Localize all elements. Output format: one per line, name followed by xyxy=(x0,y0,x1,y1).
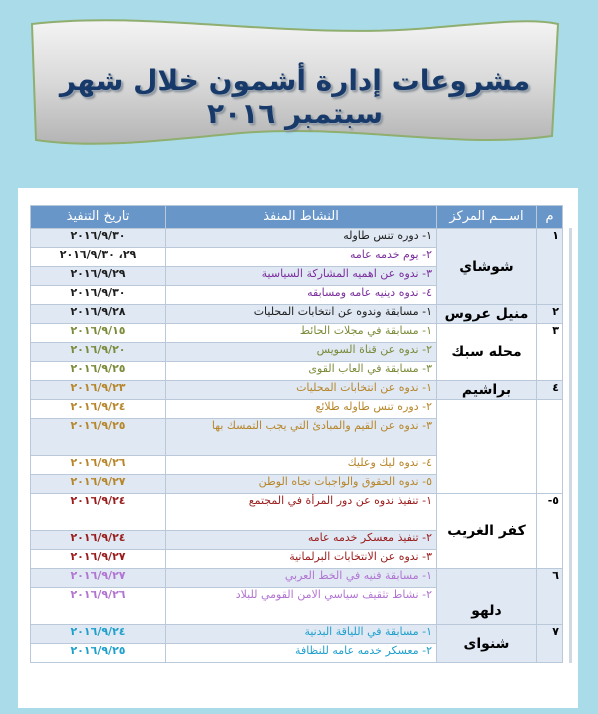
date-cell: ٢٠١٦/٩/٢٥ xyxy=(31,644,166,663)
date-cell: ٢٠١٦/٩/٢٠ xyxy=(31,343,166,362)
date-cell: ٢٠١٦/٩/٢٤ xyxy=(31,625,166,644)
center-name: براشيم xyxy=(437,381,537,400)
empty-cell xyxy=(537,400,563,494)
activity-cell: ١- مسابقة في اللياقة البدنية xyxy=(166,625,437,644)
page-title: مشروعات إدارة أشمون خلال شهر سبتمبر ٢٠١٦ xyxy=(59,64,531,130)
center-name: شوشاي xyxy=(437,229,537,305)
activity-cell: ١- مسابقة فنيه في الخط العربي xyxy=(166,569,437,588)
center-name: كفر الغريب xyxy=(437,494,537,569)
activities-table xyxy=(30,205,563,663)
date-cell: ٢٠١٦/٩/٢٨ xyxy=(31,305,166,324)
activity-cell: ٥- ندوه الحقوق والواجبات تجاه الوطن xyxy=(166,475,437,494)
activity-cell: ٢- ندوه عن قناة السويس xyxy=(166,343,437,362)
side-scroll-line xyxy=(569,228,572,663)
center-number: ٣ xyxy=(537,324,563,381)
date-cell: ٢٠١٦/٩/٣٠ xyxy=(31,286,166,305)
header-activity: النشاط المنفذ xyxy=(166,206,437,229)
header-date: تاريخ التنفيذ xyxy=(31,206,166,229)
table-row xyxy=(31,305,563,324)
date-cell: ٢٠١٦/٩/٢٦ xyxy=(31,456,166,475)
date-cell: ٢٠١٦/٩/٢٥ xyxy=(31,362,166,381)
header-center: اســـم المركز xyxy=(437,206,537,229)
center-name: دلهو xyxy=(437,569,537,625)
center-name: منيل عروس xyxy=(437,305,537,324)
header-num: م xyxy=(537,206,563,229)
table-header-row xyxy=(31,206,563,229)
title-banner xyxy=(30,14,560,154)
table-row xyxy=(31,400,563,419)
date-cell: ٢٠١٦/٩/٢٦ xyxy=(31,588,166,625)
table-row xyxy=(31,494,563,531)
date-cell: ٢٠١٦/٩/٢٤ xyxy=(31,494,166,531)
activity-cell: ٣- ندوه عن القيم والمبادئ التي يجب التمسك بها xyxy=(166,419,437,456)
date-cell: ٢٠١٦/٩/٣٠ xyxy=(31,229,166,248)
center-name: محله سبك xyxy=(437,324,537,381)
date-cell: ٢٠١٦/٩/٢٤ xyxy=(31,400,166,419)
activity-cell: ١- ندوه عن انتخابات المحليات xyxy=(166,381,437,400)
center-name: شنواى xyxy=(437,625,537,663)
date-cell: ٢٠١٦/٩/٢٤ xyxy=(31,531,166,550)
activity-cell: ١- دوره تنس طاوله xyxy=(166,229,437,248)
activity-cell: ٤- ندوه دينيه عامه ومسابقه xyxy=(166,286,437,305)
table-row xyxy=(31,625,563,644)
date-cell: ٢٠١٦/٩/٢٥ xyxy=(31,419,166,456)
schedule-sheet xyxy=(18,188,578,708)
center-number: ٦ xyxy=(537,569,563,625)
activity-cell: ٢- دوره تنس طاوله طلائع xyxy=(166,400,437,419)
date-cell: ٢٠١٦/٩/٢٧ xyxy=(31,569,166,588)
activity-cell: ٢- يوم خدمه عامه xyxy=(166,248,437,267)
activity-cell: ١- تنفيذ ندوه عن دور المرأة في المجتمع xyxy=(166,494,437,531)
date-cell: ٢٠١٦/٩/٢٣ xyxy=(31,381,166,400)
activity-cell: ١- مسابقة وندوه عن انتخابات المحليات xyxy=(166,305,437,324)
activity-cell: ٢- نشاط تثقيف سياسي الامن القومي للبلاد xyxy=(166,588,437,625)
date-cell: ٢٠١٦/٩/٢٩ xyxy=(31,267,166,286)
activity-cell: ٢- معسكر خدمه عامه للنظافة xyxy=(166,644,437,663)
activity-cell: ٣- مسابقة في العاب القوى xyxy=(166,362,437,381)
center-number: ٤ xyxy=(537,381,563,400)
table-row xyxy=(31,381,563,400)
activity-cell: ٣- ندوه عن الانتخابات البرلمانية xyxy=(166,550,437,569)
table-row xyxy=(31,324,563,343)
center-number: ١ xyxy=(537,229,563,305)
center-number: ٢ xyxy=(537,305,563,324)
empty-cell xyxy=(437,400,537,494)
activity-cell: ١- مسابقة في مجلات الحائط xyxy=(166,324,437,343)
date-cell: ٢٩، ٢٠١٦/٩/٣٠ xyxy=(31,248,166,267)
date-cell: ٢٠١٦/٩/١٥ xyxy=(31,324,166,343)
table-row xyxy=(31,569,563,588)
center-number: ٥- xyxy=(537,494,563,569)
date-cell: ٢٠١٦/٩/٢٧ xyxy=(31,550,166,569)
date-cell: ٢٠١٦/٩/٢٧ xyxy=(31,475,166,494)
table-row xyxy=(31,229,563,248)
activity-cell: ٣- ندوه عن اهميه المشاركة السياسية xyxy=(166,267,437,286)
activity-cell: ٤- ندوه ليك وعليك xyxy=(166,456,437,475)
activity-cell: ٢- تنفيذ معسكر خدمه عامه xyxy=(166,531,437,550)
center-number: ٧ xyxy=(537,625,563,663)
